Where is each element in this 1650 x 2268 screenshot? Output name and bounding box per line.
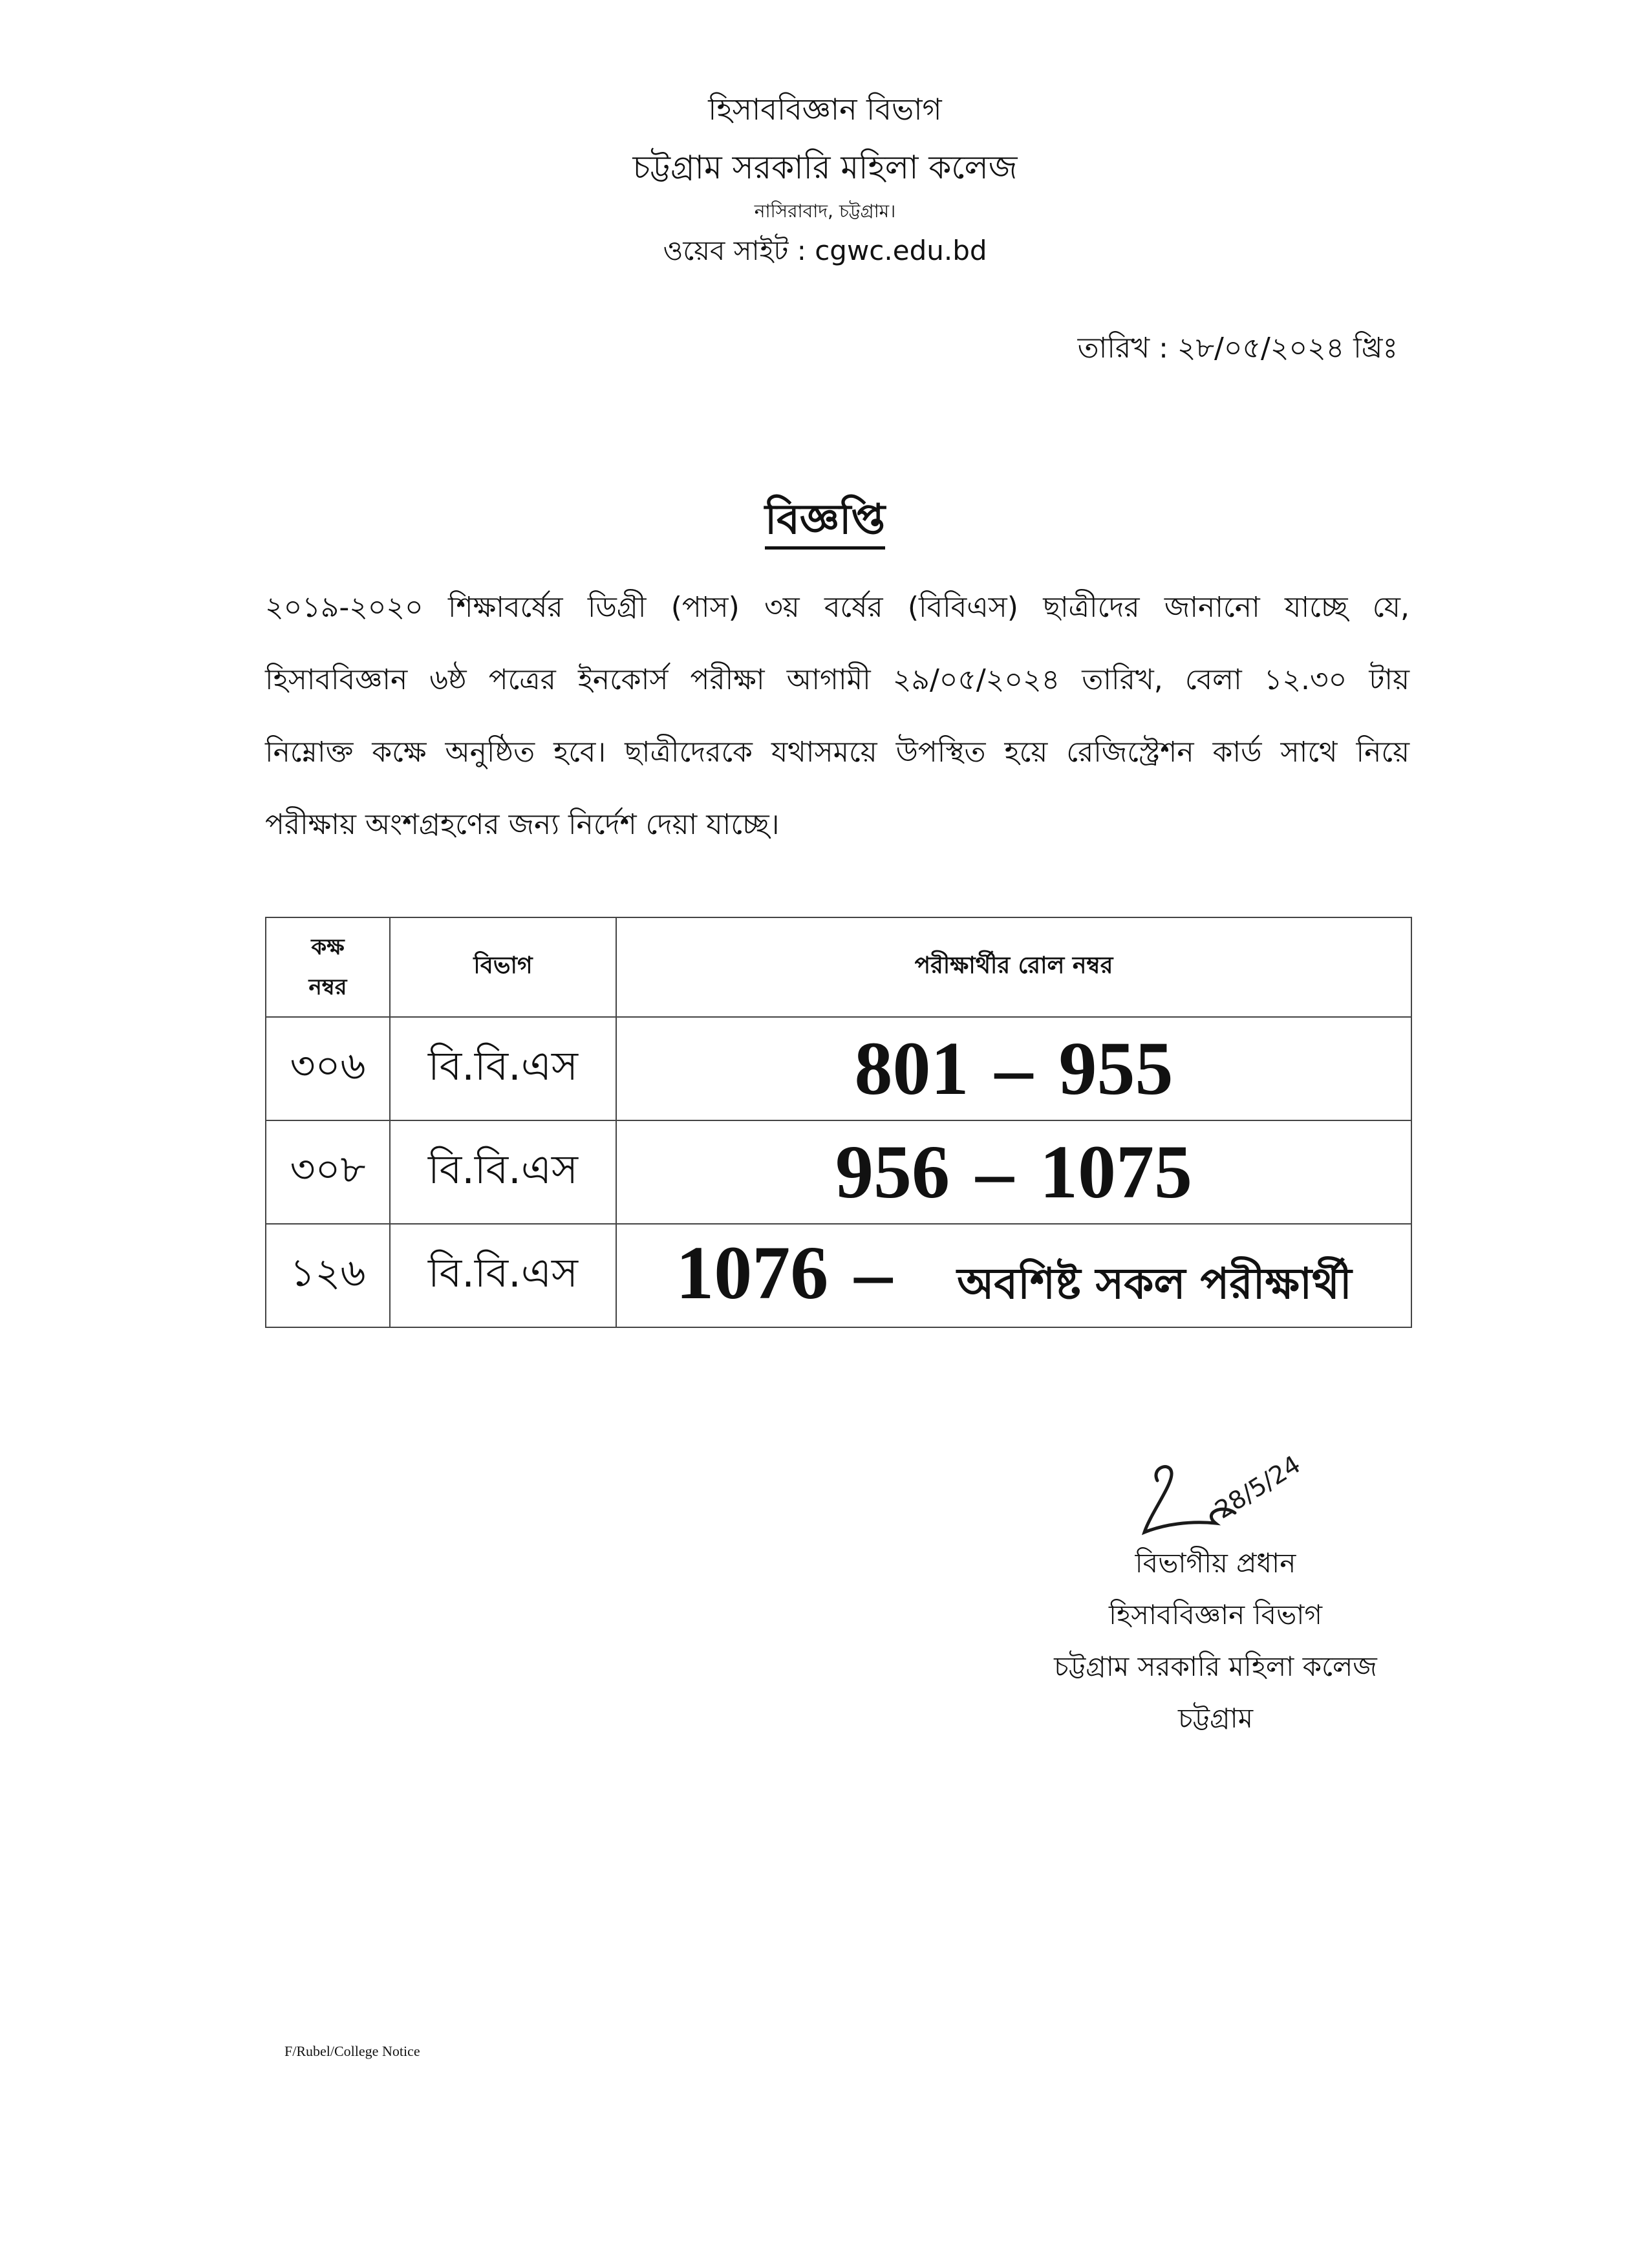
dept-name: বি.বি.এস bbox=[390, 1017, 616, 1120]
room-header bbox=[266, 917, 390, 1017]
roll-range bbox=[616, 1017, 1411, 1120]
roll-range bbox=[616, 1224, 1411, 1327]
notice-title-text: বিজ্ঞপ্তি bbox=[765, 496, 885, 550]
room-header-line2: নম্বর bbox=[308, 974, 347, 1000]
room-number: ৩০৬ bbox=[266, 1017, 390, 1120]
notice-title bbox=[0, 488, 1650, 557]
roll-range bbox=[616, 1120, 1411, 1224]
roll-separator: – bbox=[854, 1230, 893, 1315]
college-website: ওয়েব সাইট : cgwc.edu.bd bbox=[663, 235, 987, 266]
table-header-row bbox=[266, 917, 1411, 1017]
roll-from: 801 bbox=[854, 1026, 969, 1111]
roll-remaining: অবশিষ্ট সকল পরীক্ষার্থী bbox=[957, 1259, 1352, 1309]
college-address: নাসিরাবাদ, চট্টগ্রাম। bbox=[754, 200, 896, 222]
table-row bbox=[266, 1017, 1411, 1120]
roll-from: 956 bbox=[835, 1129, 950, 1214]
roll-to: 955 bbox=[1058, 1026, 1173, 1111]
dept-header: বিভাগ bbox=[390, 917, 616, 1017]
body-line-4: পরীক্ষায় অংশগ্রহণের জন্য নির্দেশ দেয়া যাচ্ছে। bbox=[265, 808, 780, 841]
roll-from: 1076 bbox=[676, 1230, 829, 1315]
signature-block bbox=[1034, 1537, 1397, 1744]
college-name: চট্টগ্রাম সরকারি মহিলা কলেজ bbox=[632, 149, 1018, 186]
signatory-college: চট্টগ্রাম সরকারি মহিলা কলেজ bbox=[1054, 1651, 1377, 1682]
roll-header: পরীক্ষার্থীর রোল নম্বর bbox=[616, 917, 1411, 1017]
body-line-3: নিম্নোক্ত কক্ষে অনুষ্ঠিত হবে। ছাত্রীদেরকে যথাসময়ে উপস্থিত হয়ে রেজিস্ট্রেশন কার্ড সাথে নিয়ে bbox=[265, 736, 1409, 769]
body-line-2: হিসাববিজ্ঞান ৬ষ্ঠ পত্রের ইনকোর্স পরীক্ষা আগামী ২৯/০৫/২০২৪ তারিখ, বেলা ১২.৩০ টায় bbox=[265, 663, 1409, 696]
exam-room-table bbox=[265, 917, 1412, 1328]
signature-date: 28/5/24 bbox=[1210, 1450, 1306, 1524]
signatory-city: চট্টগ্রাম bbox=[1177, 1702, 1254, 1734]
notice-date: তারিখ : ২৮/০৫/২০২৪ খ্রিঃ bbox=[1077, 332, 1398, 365]
body-line-1: ২০১৯-২০২০ শিক্ষাবর্ষের ডিগ্রী (পাস) ৩য় বর্ষের (বিবিএস) ছাত্রীদের জানানো যাচ্ছে যে, bbox=[265, 591, 1409, 624]
signatory-department: হিসাববিজ্ঞান বিভাগ bbox=[1109, 1599, 1322, 1631]
footer-reference: F/Rubel/College Notice bbox=[284, 2043, 420, 2059]
signatory-title: বিভাগীয় প্রধান bbox=[1135, 1547, 1296, 1579]
department-name: হিসাববিজ্ঞান বিভাগ bbox=[708, 92, 942, 127]
room-number: ১২৬ bbox=[266, 1224, 390, 1327]
dept-name: বি.বি.এস bbox=[390, 1224, 616, 1327]
roll-separator: – bbox=[976, 1129, 1014, 1214]
dept-name: বি.বি.এস bbox=[390, 1120, 616, 1224]
table-row bbox=[266, 1224, 1411, 1327]
roll-to: 1075 bbox=[1040, 1129, 1192, 1214]
table-row bbox=[266, 1120, 1411, 1224]
room-header-line1: কক্ষ bbox=[311, 934, 345, 960]
roll-separator: – bbox=[994, 1026, 1033, 1111]
room-number: ৩০৮ bbox=[266, 1120, 390, 1224]
